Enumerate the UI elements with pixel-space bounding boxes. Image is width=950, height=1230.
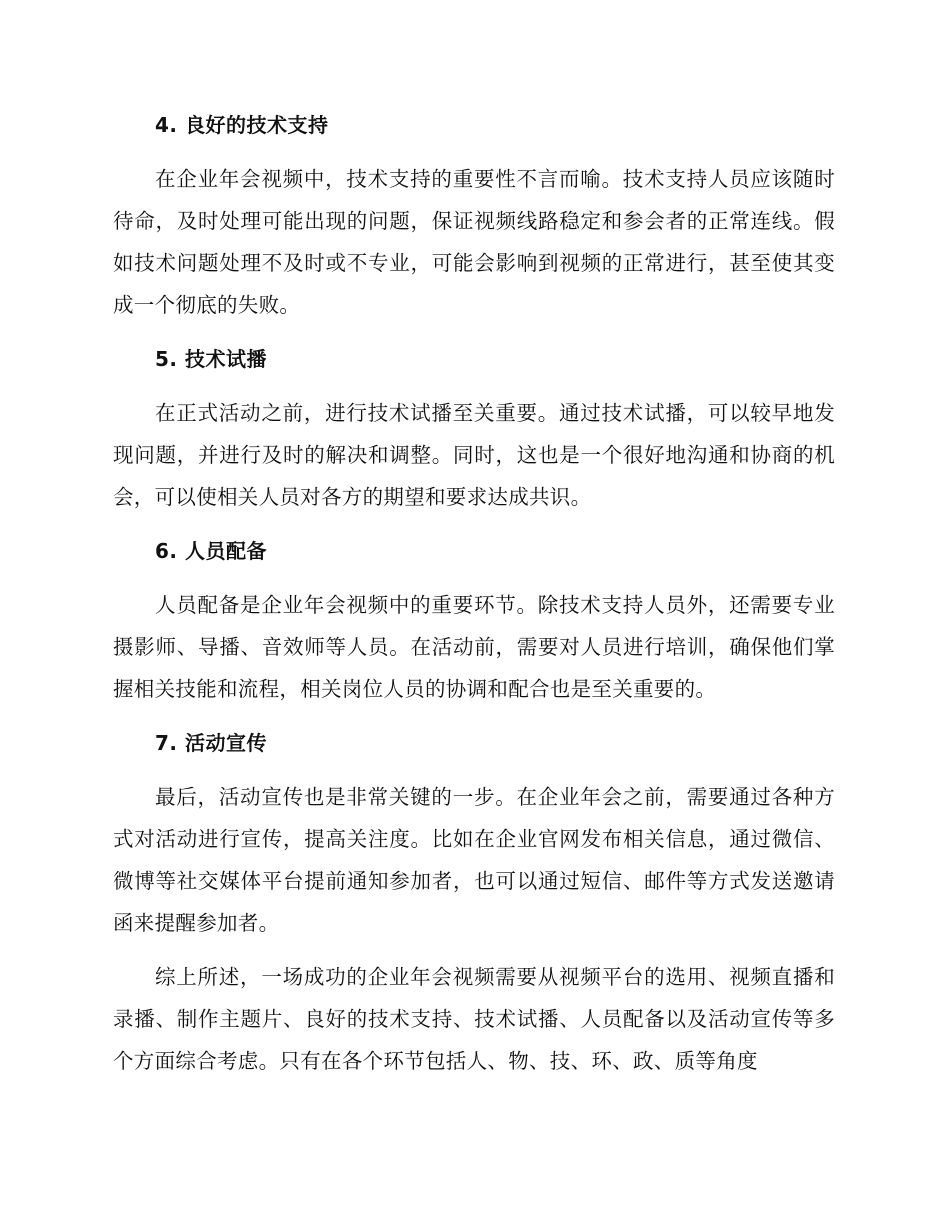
section-heading-promotion: 7. 活动宣传 xyxy=(155,731,267,755)
conclusion-paragraph: 综上所述，一场成功的企业年会视频需要从视频平台的选用、视频直播和录播、制作主题片、良好的技术支持、技术试播、人员配备以及活动宣传等多个方面综合考虑。只有在各个环节包括人、物、技、环、政、质等角度 xyxy=(113,965,835,1073)
section-heading-technical-support: 4. 良好的技术支持 xyxy=(155,113,329,137)
document-body xyxy=(113,104,835,1082)
section-paragraph-staffing: 人员配备是企业年会视频中的重要环节。除技术支持人员外，还需要专业摄影师、导播、音效师等人员。在活动前，需要对人员进行培训，确保他们掌握相关技能和流程，相关岗位人员的协调和配合也是至关重要的。 xyxy=(113,593,835,701)
section-paragraph-trial-broadcast: 在正式活动之前，进行技术试播至关重要。通过技术试播，可以较早地发现问题，并进行及时的解决和调整。同时，这也是一个很好地沟通和协商的机会，可以使相关人员对各方的期望和要求达成共识。 xyxy=(113,401,835,509)
section-heading-trial-broadcast: 5. 技术试播 xyxy=(155,347,267,371)
section-heading-staffing: 6. 人员配备 xyxy=(155,539,267,563)
section-paragraph-promotion: 最后，活动宣传也是非常关键的一步。在企业年会之前，需要通过各种方式对活动进行宣传，提高关注度。比如在企业官网发布相关信息，通过微信、微博等社交媒体平台提前通知参加者，也可以通过短信、邮件等方式发送邀请函来提醒参加者。 xyxy=(113,785,835,935)
section-paragraph-technical-support: 在企业年会视频中，技术支持的重要性不言而喻。技术支持人员应该随时待命，及时处理可能出现的问题，保证视频线路稳定和参会者的正常连线。假如技术问题处理不及时或不专业，可能会影响到视频的正常进行，甚至使其变成一个彻底的失败。 xyxy=(113,167,835,317)
